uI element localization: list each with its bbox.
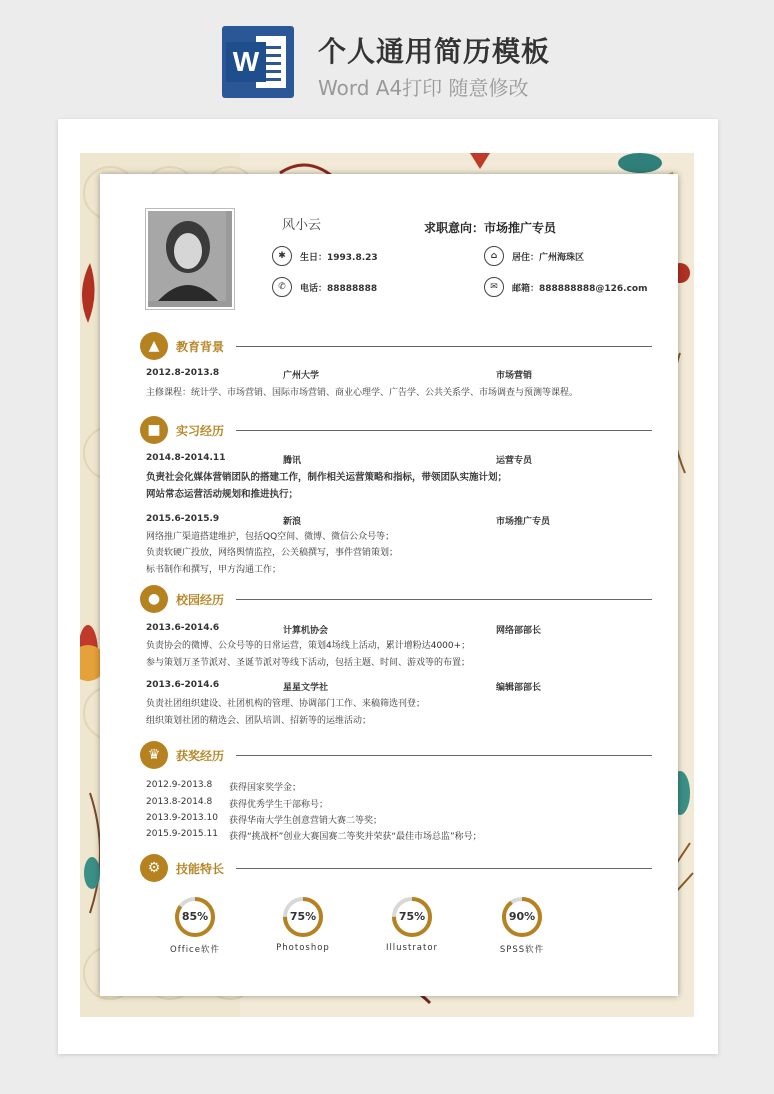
template-header [0, 0, 774, 110]
cake-icon: ✱ [272, 246, 292, 266]
skill-illustrator: 75% Illustrator [372, 896, 452, 953]
intern-role: 运营专员 [496, 456, 533, 466]
briefcase-icon: ■ [140, 416, 168, 444]
campus-line: 负责协会的微博、公众号等的日常运营，策划4场线上活动，累计增粉达4000+； [146, 641, 471, 651]
intern-period: 2015.6-2015.9 [146, 514, 220, 524]
email-info: ✉ 邮箱：888888888@126.com [484, 277, 647, 297]
birth-info: ✱ 生日：1993.8.23 [272, 246, 378, 266]
skill-office: 85% Office软件 [155, 896, 235, 955]
word-icon: W [222, 26, 294, 98]
template-title: 个人通用简历模板 [318, 35, 551, 68]
intern-org: 新浪 [283, 517, 302, 527]
residence-info: ⌂ 居住：广州海珠区 [484, 246, 584, 266]
campus-line: 组织策划社团的精选会、团队培训、招新等的运维活动； [146, 716, 372, 726]
trophy-icon: ♛ [140, 741, 168, 769]
mail-icon: ✉ [484, 277, 504, 297]
award-period: 2013.9-2013.10 [146, 813, 218, 823]
section-campus: ● 校园经历 [140, 585, 652, 615]
section-internship: ■ 实习经历 [140, 416, 652, 446]
intern-line: 负责软硬广投放，网络舆情监控，公关稿撰写，事件营销策划； [146, 548, 399, 558]
group-icon: ● [140, 585, 168, 613]
section-awards: ♛ 获奖经历 [140, 741, 652, 771]
campus-org: 计算机协会 [283, 626, 329, 636]
gear-icon: ⚙ [140, 854, 168, 882]
education-major: 市场营销 [496, 371, 533, 381]
education-school: 广州大学 [283, 371, 320, 381]
intern-org: 腾讯 [283, 456, 302, 466]
campus-period: 2013.6-2014.6 [146, 680, 220, 690]
intern-line: 标书制作和撰写，甲方沟通工作； [146, 565, 282, 575]
home-icon: ⌂ [484, 246, 504, 266]
section-skills: ⚙ 技能特长 [140, 854, 652, 884]
campus-role: 网络部部长 [496, 626, 542, 636]
campus-period: 2013.6-2014.6 [146, 623, 220, 633]
campus-line: 参与策划万圣节派对、圣诞节派对等线下活动，包括主题、时间、游戏等的布置； [146, 658, 471, 668]
education-courses: 主修课程：统计学、市场营销、国际市场营销、商业心理学、广告学、公共关系学、市场调查与预测等课程。 [146, 388, 579, 398]
intern-line: 负责社会化媒体营销团队的搭建工作，制作相关运营策略和指标，带领团队实施计划； [146, 472, 508, 483]
intern-role: 市场推广专员 [496, 517, 551, 527]
award-text: 获得华南大学生创意营销大赛二等奖； [229, 816, 383, 826]
resume-page [58, 119, 718, 1054]
campus-role: 编辑部部长 [496, 683, 542, 693]
section-education: ▲ 教育背景 [140, 332, 652, 362]
award-text: 获得国家奖学金； [229, 783, 302, 793]
job-objective: 求职意向：市场推广专员 [424, 221, 557, 235]
graduation-cap-icon: ▲ [140, 332, 168, 360]
skill-spss: 90% SPSS软件 [482, 896, 562, 955]
award-period: 2015.9-2015.11 [146, 829, 218, 839]
award-period: 2013.8-2014.8 [146, 797, 213, 807]
phone-info: ✆ 电话：88888888 [272, 277, 377, 297]
education-period: 2012.8-2013.8 [146, 368, 220, 378]
template-subtitle: Word A4打印 随意修改 [318, 76, 529, 100]
campus-org: 星星文学社 [283, 683, 329, 693]
phone-icon: ✆ [272, 277, 292, 297]
intern-line: 网站常态运营活动规划和推进执行； [146, 489, 299, 500]
intern-period: 2014.8-2014.11 [146, 453, 226, 463]
award-period: 2012.9-2013.8 [146, 780, 213, 790]
candidate-name: 风小云 [282, 218, 322, 233]
award-text: 获得“挑战杯”创业大赛国赛二等奖并荣获“最佳市场总监”称号； [229, 832, 482, 842]
intern-line: 网络推广渠道搭建维护，包括QQ空间、微博、微信公众号等； [146, 532, 395, 542]
campus-line: 负责社团组织建设、社团机构的管理、协调部门工作、来稿筛选刊登； [146, 699, 426, 709]
resume-sheet [100, 174, 678, 996]
award-text: 获得优秀学生干部称号； [229, 800, 329, 810]
profile-photo [145, 208, 235, 310]
skill-photoshop: 75% Photoshop [263, 896, 343, 953]
